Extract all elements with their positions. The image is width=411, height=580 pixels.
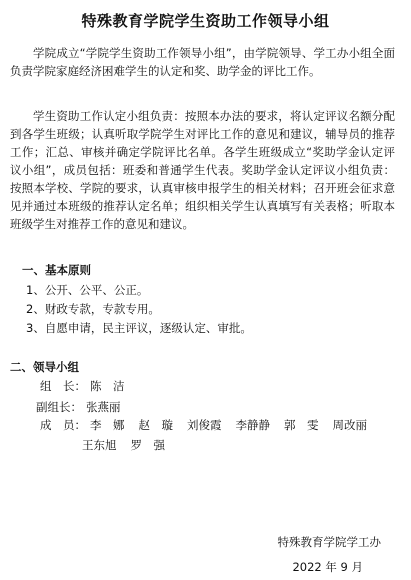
principle-item: 1、公开、公平、公正。	[26, 283, 149, 297]
members-row	[40, 417, 367, 433]
members-row-continued	[82, 437, 165, 453]
member-name: 周改丽	[332, 418, 367, 432]
leader-row	[40, 378, 125, 394]
signature-date: 2022 年 9 月	[292, 560, 363, 574]
section-heading-leadership: 二、领导小组	[10, 360, 79, 374]
member-name: 罗 强	[130, 438, 165, 452]
section-heading-principles: 一、基本原则	[22, 263, 91, 277]
member-name: 李静静	[235, 418, 270, 432]
principle-item: 3、自愿申请，民主评议，逐级认定、审批。	[26, 321, 252, 335]
members-label: 成 员：	[40, 418, 86, 432]
deputy-label: 副组长：	[36, 400, 82, 414]
member-name: 赵 璇	[138, 418, 173, 432]
member-name: 郭 雯	[284, 418, 319, 432]
member-name: 李 娜	[90, 418, 125, 432]
leader-label: 组 长：	[40, 379, 86, 393]
principle-item: 2、财政专款，专款专用。	[26, 302, 160, 316]
signature-org: 特殊教育学院学工办	[277, 535, 381, 549]
deputy-row	[36, 399, 121, 415]
member-name: 刘俊霞	[187, 418, 222, 432]
paragraph-intro: 学院成立“学院学生资助工作领导小组”，由学院领导、学工办小组全面负责学院家庭经济困难学生的认定和奖、助学金的评比工作。	[10, 46, 395, 78]
leader-name: 陈 洁	[90, 379, 125, 393]
member-name: 王东旭	[82, 438, 117, 452]
deputy-name: 张燕丽	[86, 400, 121, 414]
document-title: 特殊教育学院学生资助工作领导小组	[81, 12, 330, 30]
paragraph-responsibilities: 学生资助工作认定小组负责：按照本办法的要求，将认定评议名额分配到各学生班级；认真听取学院学生对评比工作的意见和建议，辅导员的推荐工作；汇总、审核并确定学院评比名单。各学生班级成立“奖助学金认定评议小组”，成员包括：班委和普通学生代表。奖助学金认定评议小组负责：按照本学校、学院的要求，认真审核申报学生的相关材料；召开班会征求意见并通过本班级的推荐认定名单；组织相关学生认真填写有关表格；听取本班级学生对推荐工作的意见和建议。	[10, 109, 395, 231]
